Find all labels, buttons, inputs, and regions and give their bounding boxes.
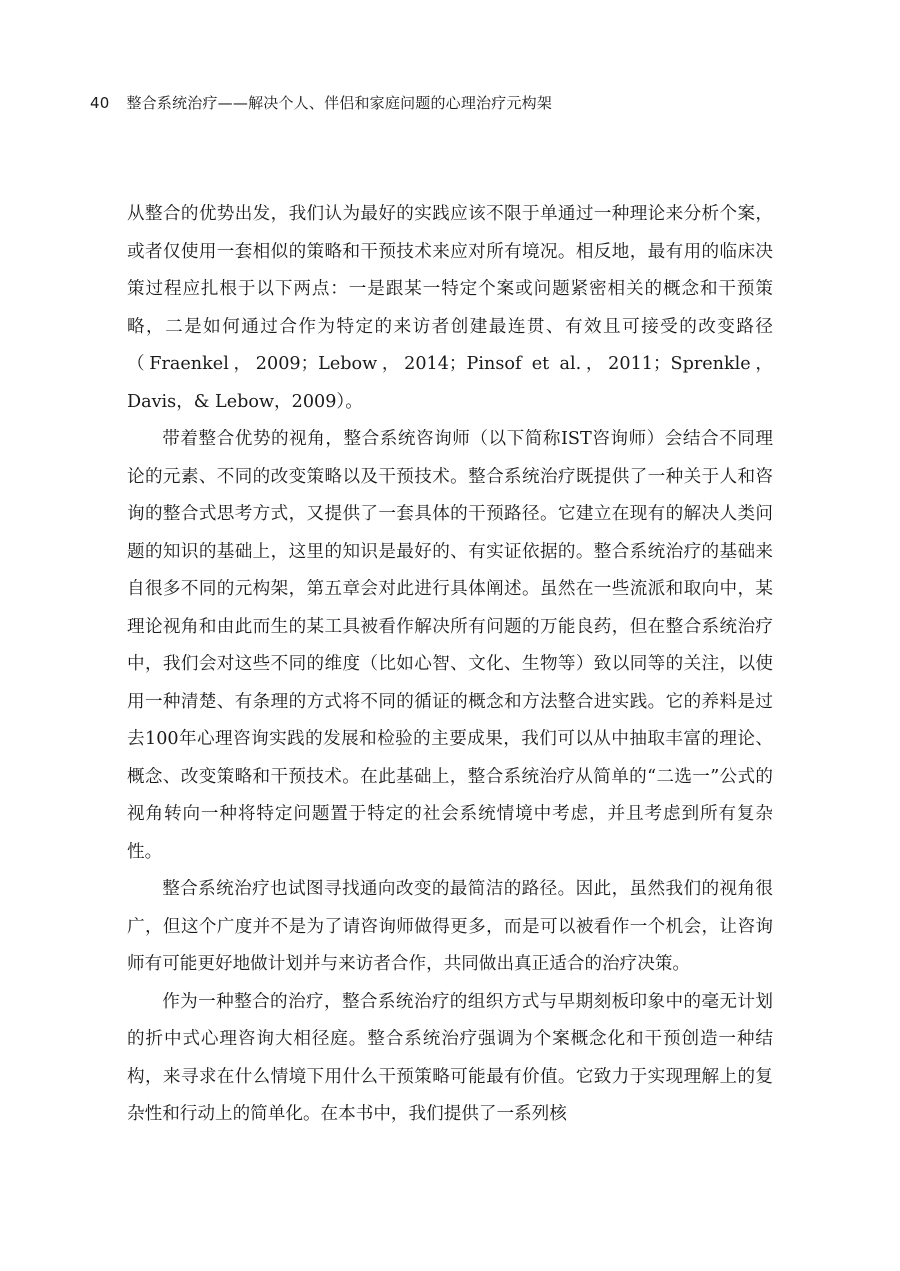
running-header [90,92,552,113]
page-body [127,196,773,1134]
paragraph-1: 从整合的优势出发，我们认为最好的实践应该不限于单通过一种理论来分析个案，或者仅使用一套相似的策略和干预技术来应对所有境况。相反地，最有用的临床决策过程应扎根于以下两点：一是跟某一特定个案或问题紧密相关的概念和干预策略，二是如何通过合作为特定的来访者创建最连贯、有效且可接受的改变路径（Fraenkel，2009；Lebow，2014；Pinsof et al.，2011；Sprenkle，Davis，& Lebow，2009）。 [127,204,773,412]
paragraph-3: 整合系统治疗也试图寻找通向改变的最简洁的路径。因此，虽然我们的视角很广，但这个广度并不是为了请咨询师做得更多，而是可以被看作一个机会，让咨询师有可能更好地做计划并与来访者合作，共同做出真正适合的治疗决策。 [127,879,773,974]
paragraph-2: 带着整合优势的视角，整合系统咨询师（以下简称IST咨询师）会结合不同理论的元素、不同的改变策略以及干预技术。整合系统治疗既提供了一种关于人和咨询的整合式思考方式，又提供了一套具体的干预路径。它建立在现有的解决人类问题的知识的基础上，这里的知识是最好的、有实证依据的。整合系统治疗的基础来自很多不同的元构架，第五章会对此进行具体阐述。虽然在一些流派和取向中，某理论视角和由此而生的某工具被看作解决所有问题的万能良药，但在整合系统治疗中，我们会对这些不同的维度（比如心智、文化、生物等）致以同等的关注，以使用一种清楚、有条理的方式将不同的循证的概念和方法整合进实践。它的养料是过去100年心理咨询实践的发展和检验的主要成果，我们可以从中抽取丰富的理论、概念、改变策略和干预技术。在此基础上，整合系统治疗从简单的“二选一”公式的视角转向一种将特定问题置于特定的社会系统情境中考虑，并且考虑到所有复杂性。 [127,429,773,862]
paragraph-4: 作为一种整合的治疗，整合系统治疗的组织方式与早期刻板印象中的毫无计划的折中式心理咨询大相径庭。整合系统治疗强调为个案概念化和干预创造一种结构，来寻求在什么情境下用什么干预策略可能最有价值。它致力于实现理解上的复杂性和行动上的简单化。在本书中，我们提供了一系列核 [127,991,773,1124]
book-title: 整合系统治疗——解决个人、伴侣和家庭问题的心理治疗元构架 [126,94,553,112]
page-number: 40 [90,94,110,112]
